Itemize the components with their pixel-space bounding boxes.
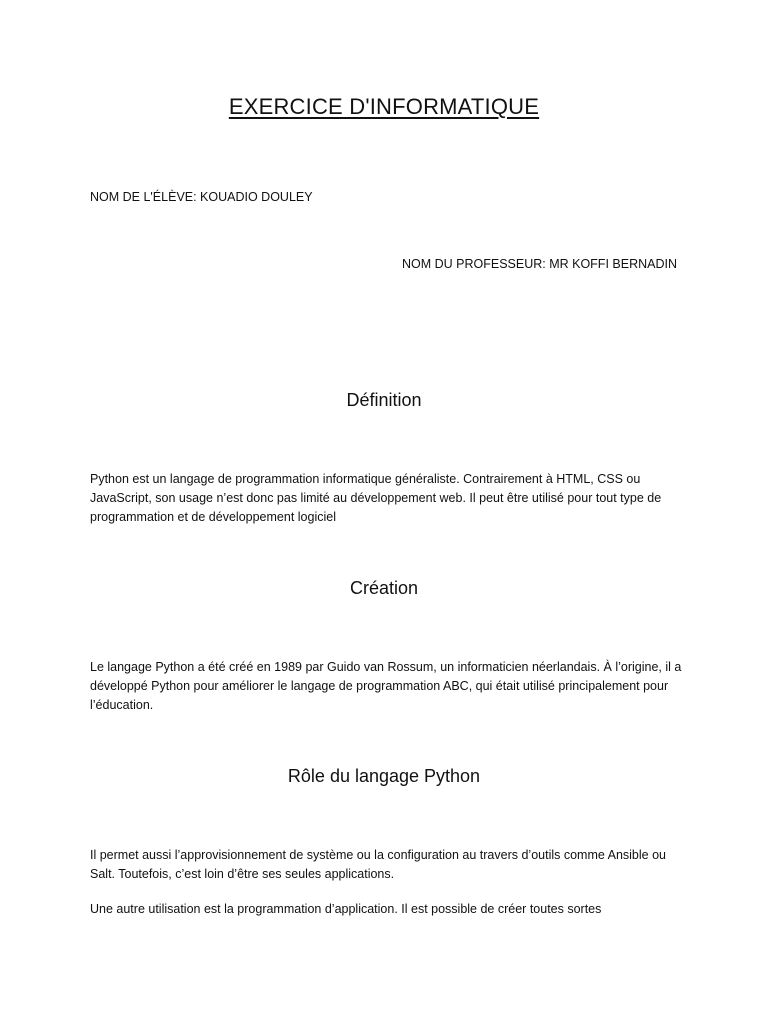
section-paragraph-creation: Le langage Python a été créé en 1989 par Guido van Rossum, un informaticien néerlandais. À l’origine, il a développé Python pour améliorer le langage de programmation ABC, qui était utilisé principalement pour l’éducation. [90, 660, 682, 712]
section-heading-creation: Création [349, 578, 419, 598]
section-paragraph-role-1: Il permet aussi l’approvisionnement de système ou la configuration au travers d’outils comme Ansible ou Salt. Toutefois, c’est loin d’être ses seules applications. [90, 848, 666, 881]
section-paragraph-definition: Python est un langage de programmation informatique généraliste. Contrairement à HTML, CSS ou JavaScript, son usage n’est donc pas limité au développement web. Il peut être utilisé pour tout type de programmation et de développement logiciel [90, 472, 662, 524]
section-heading-definition: Définition [346, 390, 422, 410]
teacher-name-line: NOM DU PROFESSEUR: MR KOFFI BERNADIN [401, 257, 677, 271]
section-heading-role: Rôle du langage Python [287, 766, 481, 786]
section-paragraph-role-2: Une autre utilisation est la programmation d’application. Il est possible de créer toutes sortes [90, 902, 602, 916]
student-name-line: NOM DE L'ÉLÈVE: KOUADIO DOULEY [90, 190, 313, 204]
document-title: EXERCICE D'INFORMATIQUE [228, 94, 540, 119]
